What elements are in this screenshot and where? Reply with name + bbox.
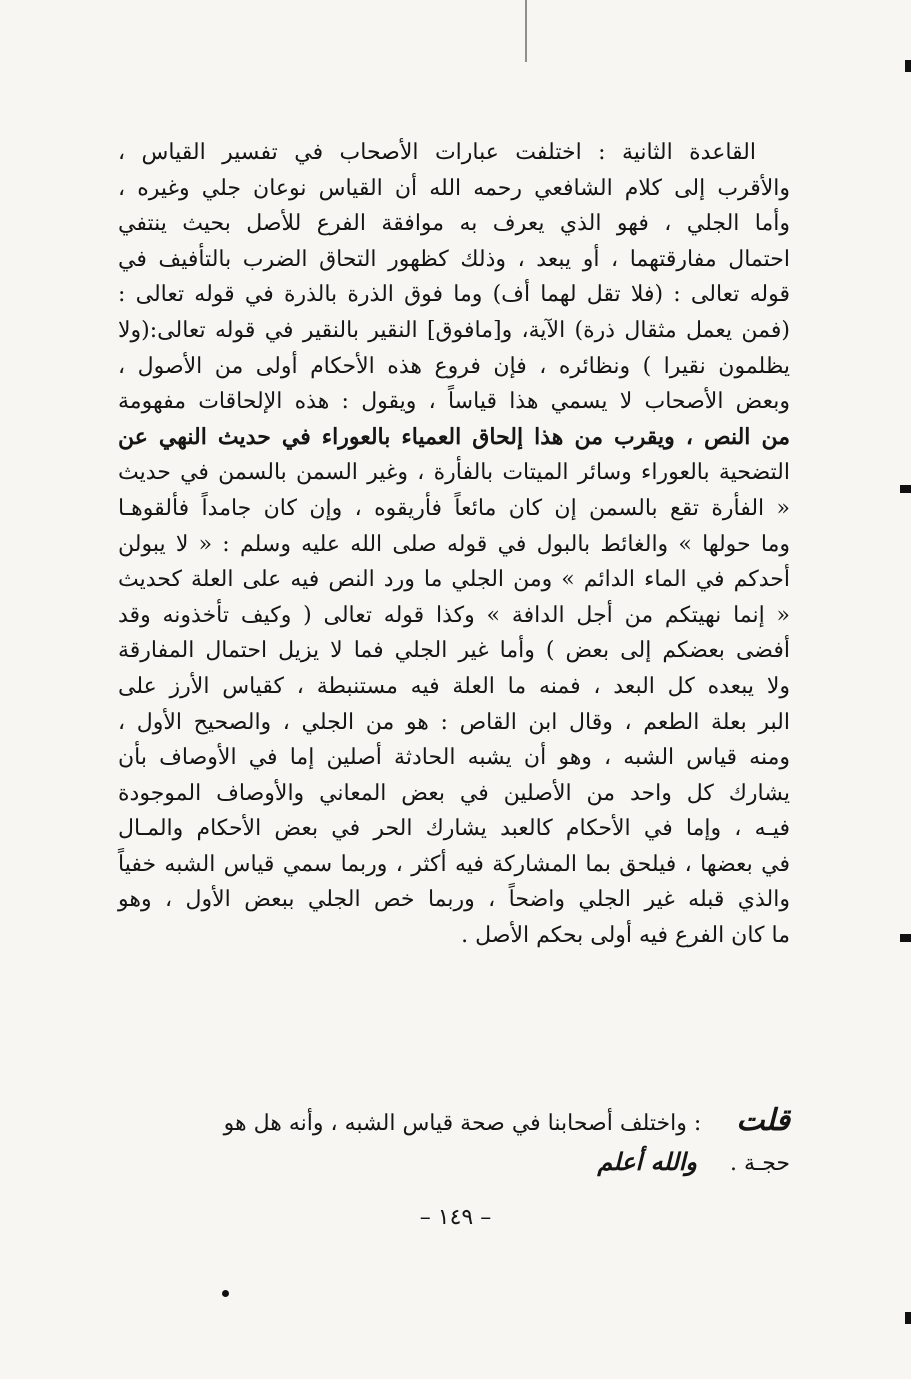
text-line: يظلمون نقيرا ) ونظائره ، فإن فروع هذه الأحكام أولى من الأصول ، — [118, 353, 790, 379]
ink-dot — [222, 1290, 229, 1297]
scan-artifact-line — [525, 0, 527, 62]
page-number: – ١٤٩ – — [419, 1205, 492, 1230]
edge-mark-lower — [900, 934, 911, 942]
text-line: البر بعلة الطعم ، وقال ابن القاص : هو من الجلي ، والصحيح الأول ، — [118, 709, 790, 735]
text-line: القاعدة الثانية : اختلفت عبارات الأصحاب في تفسير القياس ، — [118, 140, 756, 165]
text-line: « الفأرة تقع بالسمن إن كان مائعاً فأريقوه ، وإن كان جامداً فألقوهـا — [118, 495, 790, 521]
text-line: فيـه ، وإما في الأحكام كالعبد يشارك الحر في بعض الأحكام والمـال — [118, 816, 790, 842]
text-line: التضحية بالعوراء وسائر الميتات بالفأرة ، وغير السمن بالسمن في حديث — [118, 460, 790, 486]
text-line: وأما الجلي ، فهو الذي يعرف به موافقة الفرع للأصل بحيث ينتفي — [118, 211, 790, 237]
note-text-1: : واختلف أصحابنا في صحة قياس الشبه ، وأنه هل هو — [223, 1111, 702, 1136]
edge-mark-middle — [900, 485, 911, 493]
text-line: وما حولها » والغائط بالبول في قوله صلى الله عليه وسلم : « لا يبولن — [118, 531, 790, 557]
main-paragraph — [118, 135, 790, 954]
edge-mark-bottom — [905, 1312, 911, 1324]
text-line: احتمال مفارقتهما ، أو يبعد ، وذلك كظهور التحاق الضرب بالتأفيف في — [118, 246, 790, 272]
text-line: في بعضها ، فيلحق بما المشاركة فيه أكثر ، وربما سمي قياس الشبه خفياً — [118, 851, 790, 877]
text-line: وبعض الأصحاب لا يسمي هذا قياساً ، ويقول : هذه الإلحاقات مفهومة — [118, 389, 790, 415]
edge-mark-top — [905, 60, 911, 72]
text-line: يشارك كل واحد من الأصلين في بعض المعاني والأوصاف الموجودة — [118, 780, 790, 806]
text-line: من النص ، ويقرب من هذا إلحاق العمياء بالعوراء في حديث النهي عن — [118, 423, 790, 450]
note-line-1 — [118, 1102, 790, 1143]
note-line-2 — [118, 1143, 790, 1183]
text-line: « إنما نهيتكم من أجل الدافة » وكذا قوله تعالى ( وكيف تأخذونه وقد — [118, 602, 790, 628]
text-line: أفضى بعضكم إلى بعض ) وأما غير الجلي فما لا يزيل احتمال المفارقة — [118, 638, 790, 664]
author-note — [118, 1102, 790, 1183]
text-line: والأقرب إلى كلام الشافعي رحمه الله أن القياس نوعان جلي وغيره ، — [118, 175, 790, 201]
text-line: ومنه قياس الشبه ، وهو أن يشبه الحادثة أصلين إما في الأوصاف بأن — [118, 745, 790, 771]
text-line: (فمن يعمل مثقال ذرة) الآية، و[مافوق] النقير بالنقير في قوله تعالى:(ولا — [118, 317, 790, 343]
text-line: ما كان الفرع فيه أولى بحكم الأصل . — [461, 923, 790, 949]
note-text-2: حجـة . — [729, 1151, 790, 1176]
text-line: والذي قبله غير الجلي واضحاً ، وربما خص الجلي ببعض الأول ، وهو — [118, 887, 790, 913]
text-line: ولا يبعده كل البعد ، فمنه ما العلة فيه مستنبطة ، كقياس الأرز على — [118, 673, 790, 699]
note-label: قلت — [736, 1103, 790, 1138]
text-line: قوله تعالى : (فلا تقل لهما أف) وما فوق الذرة بالذرة في قوله تعالى : — [118, 282, 790, 308]
note-closing: والله أعلم — [597, 1147, 697, 1176]
page-body — [118, 135, 790, 954]
text-line: أحدكم في الماء الدائم » ومن الجلي ما ورد النص فيه على العلة كحديث — [118, 567, 790, 593]
